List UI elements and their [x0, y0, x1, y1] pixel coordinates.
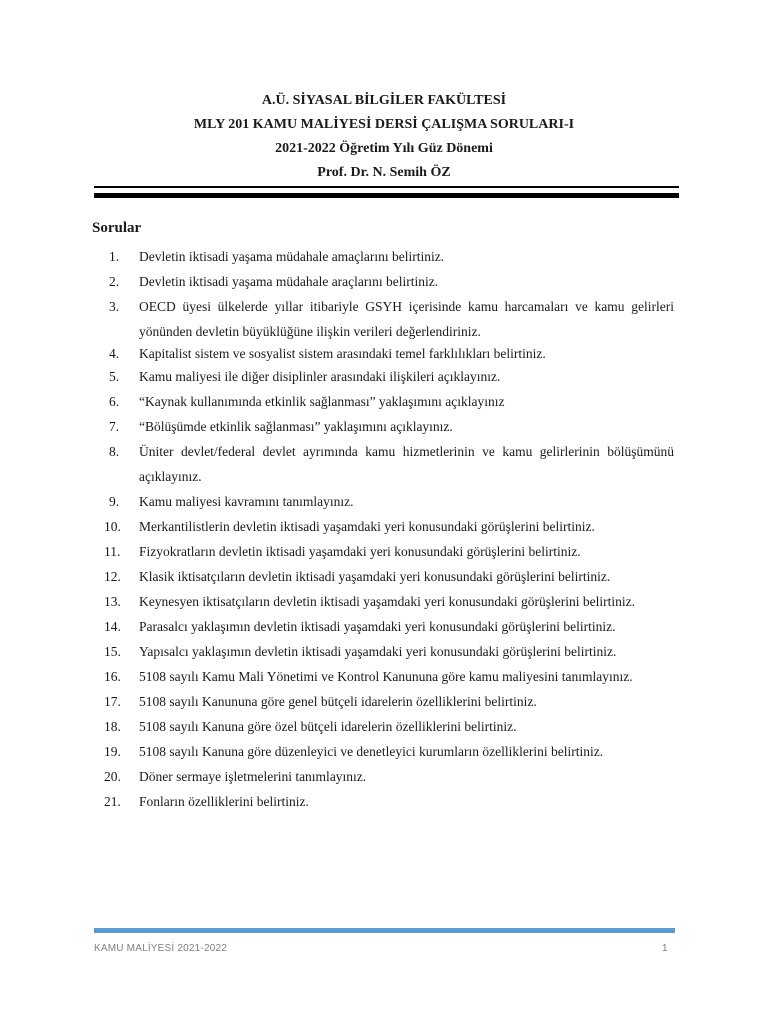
list-item [104, 564, 674, 589]
question-text: OECD üyesi ülkelerde yıllar itibariyle GSYH içerisinde kamu harcamaları ve kamu gelirleri yönünden devletin büyüklüğüne ilişkin verileri değerlendiriniz. [139, 299, 674, 339]
question-text: Fizyokratların devletin iktisadi yaşamdaki yeri konusundaki görüşlerini belirtiniz. [139, 544, 581, 559]
question-number: 2. [109, 274, 120, 289]
header-divider-thick [94, 193, 679, 198]
question-number: 7. [109, 419, 120, 434]
question-number: 17. [104, 694, 121, 709]
question-number: 12. [104, 569, 121, 584]
question-number: 5. [109, 369, 120, 384]
list-item [109, 269, 674, 294]
list-item [109, 414, 674, 439]
question-text: Döner sermaye işletmelerini tanımlayınız. [139, 769, 367, 784]
question-number: 8. [109, 444, 120, 459]
question-number: 15. [104, 644, 121, 659]
term-title: 2021-2022 Öğretim Yılı Güz Dönemi [275, 141, 493, 156]
question-text: Kapitalist sistem ve sosyalist sistem arasındaki temel farklılıkları belirtiniz. [139, 346, 546, 361]
question-text: Merkantilistlerin devletin iktisadi yaşamdaki yeri konusundaki görüşlerini belirtiniz. [139, 519, 595, 534]
list-item [109, 344, 674, 364]
question-text: Devletin iktisadi yaşama müdahale amaçlarını belirtiniz. [139, 249, 445, 264]
list-item [104, 714, 674, 739]
question-number: 16. [104, 669, 121, 684]
list-item [104, 614, 674, 639]
question-text: 5108 sayılı Kanununa göre genel bütçeli idarelerin özelliklerini belirtiniz. [139, 694, 537, 709]
question-text: “Kaynak kullanımında etkinlik sağlanması” yaklaşımını açıklayınız [139, 394, 505, 409]
question-text: 5108 sayılı Kamu Mali Yönetimi ve Kontrol Kanununa göre kamu maliyesini tanımlayınız. [139, 669, 633, 684]
question-text: Kamu maliyesi ile diğer disiplinler arasındaki ilişkileri açıklayınız. [139, 369, 501, 384]
question-number: 9. [109, 494, 120, 509]
list-item [104, 639, 674, 664]
question-number: 13. [104, 594, 121, 609]
list-item [109, 244, 674, 269]
question-text: Parasalcı yaklaşımın devletin iktisadi yaşamdaki yeri konusundaki görüşlerini belirtiniz. [139, 619, 616, 634]
question-text: Keynesyen iktisatçıların devletin iktisadi yaşamdaki yeri konusundaki görüşlerini belirtiniz. [139, 594, 636, 609]
question-text: Fonların özelliklerini belirtiniz. [139, 794, 309, 809]
list-item [104, 689, 674, 714]
question-number: 6. [109, 394, 120, 409]
list-item [104, 764, 674, 789]
question-text: “Bölüşümde etkinlik sağlanması” yaklaşımını açıklayınız. [139, 419, 453, 434]
question-number: 21. [104, 794, 121, 809]
faculty-title: A.Ü. SİYASAL BİLGİLER FAKÜLTESİ [261, 93, 507, 108]
question-text: Yapısalcı yaklaşımın devletin iktisadi yaşamdaki yeri konusundaki görüşlerini belirtiniz. [139, 644, 617, 659]
list-item [109, 389, 674, 414]
question-number: 4. [109, 346, 120, 361]
list-item [104, 664, 674, 689]
professor-name: Prof. Dr. N. Semih ÖZ [317, 165, 451, 180]
question-text: 5108 sayılı Kanuna göre düzenleyici ve denetleyici kurumların özelliklerini belirtiniz. [139, 744, 604, 759]
page-number: 1 [662, 943, 668, 954]
list-item [109, 364, 674, 389]
question-number: 1. [109, 249, 120, 264]
question-text: Klasik iktisatçıların devletin iktisadi yaşamdaki yeri konusundaki görüşlerini belirtiniz. [139, 569, 611, 584]
question-text: Kamu maliyesi kavramını tanımlayınız. [139, 494, 354, 509]
question-text: Devletin iktisadi yaşama müdahale araçlarını belirtiniz. [139, 274, 439, 289]
question-number: 14. [104, 619, 121, 634]
footer-bar [94, 928, 675, 933]
question-text: Üniter devlet/federal devlet ayrımında kamu hizmetlerinin ve kamu gelirlerinin bölüşümünü açıklayınız. [139, 444, 674, 484]
header-divider-thin [94, 186, 679, 188]
list-item [109, 294, 674, 344]
section-title: Sorular [92, 220, 142, 236]
question-number: 19. [104, 744, 121, 759]
list-item [104, 789, 674, 814]
question-number: 10. [104, 519, 121, 534]
list-item [104, 514, 674, 539]
list-item [104, 539, 674, 564]
question-number: 20. [104, 769, 121, 784]
question-number: 3. [109, 299, 120, 314]
question-number: 18. [104, 719, 121, 734]
course-title: MLY 201 KAMU MALİYESİ DERSİ ÇALIŞMA SORULARI-I [193, 117, 575, 132]
list-item [104, 589, 674, 614]
question-list [104, 244, 674, 814]
list-item [109, 439, 674, 489]
list-item [104, 739, 674, 764]
question-text: 5108 sayılı Kanuna göre özel bütçeli idarelerin özelliklerini belirtiniz. [139, 719, 517, 734]
document-header [0, 91, 768, 187]
list-item [109, 489, 674, 514]
question-number: 11. [104, 544, 121, 559]
footer-course-label: KAMU MALİYESİ 2021-2022 [94, 943, 227, 954]
